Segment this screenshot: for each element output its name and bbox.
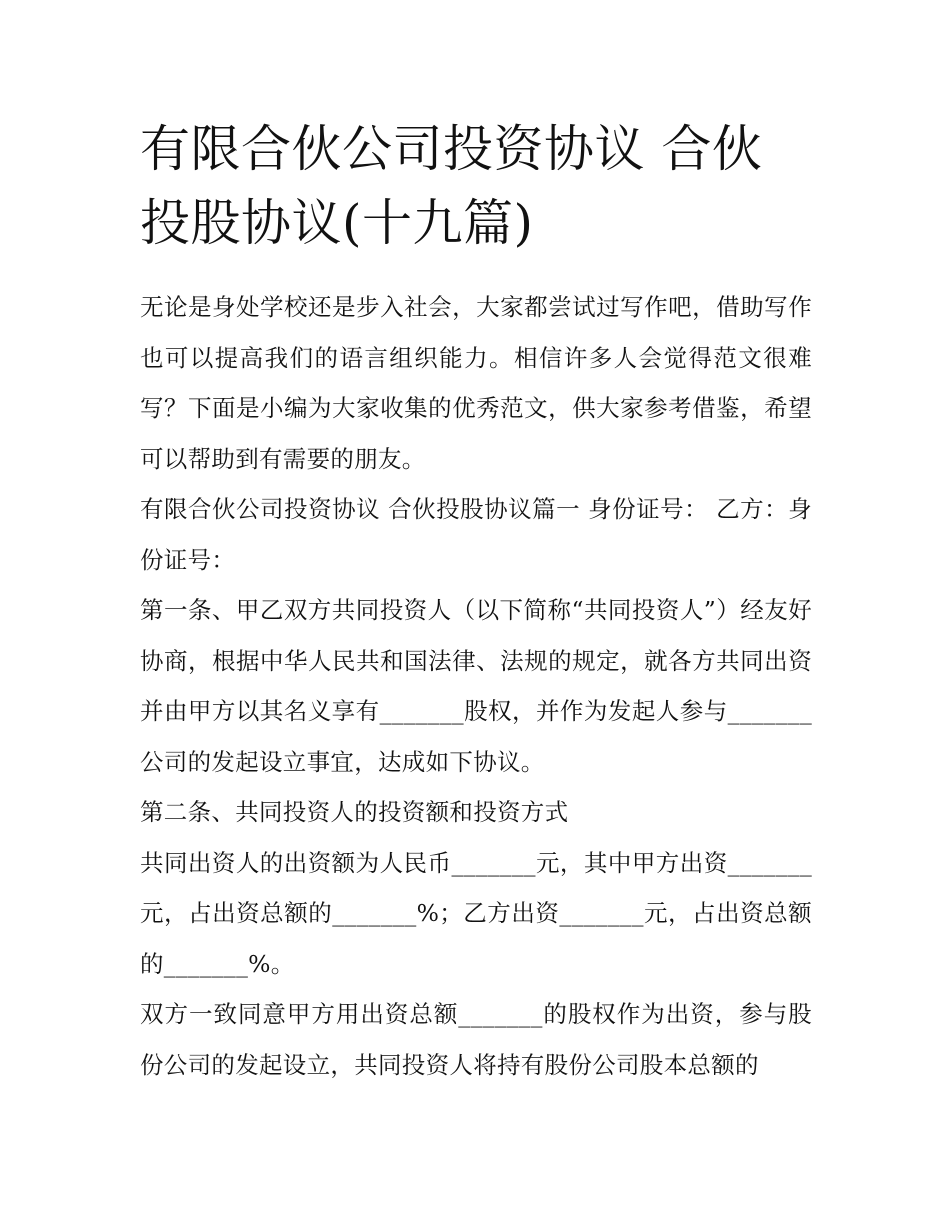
intro-paragraph: 无论是身处学校还是步入社会，大家都尝试过写作吧，借助写作也可以提高我们的语言组织能力。相信许多人会觉得范文很难写？下面是小编为大家收集的优秀范文，供大家参考借鉴，希望可以帮助到有需要的朋友。 bbox=[140, 293, 812, 473]
document-title: 有限合伙公司投资协议 合伙投股协议(十九篇) bbox=[140, 120, 763, 252]
party-info-paragraph: 有限合伙公司投资协议 合伙投股协议篇一 身份证号： 乙方：身份证号： bbox=[140, 495, 812, 574]
investment-amount-paragraph: 共同出资人的出资额为人民币_______元，其中甲方出资_______元，占出资总额的_______%；乙方出资_______元，占出资总额的_______%。 bbox=[140, 848, 812, 978]
equity-contribution-paragraph: 双方一致同意甲方用出资总额_______的股权作为出资，参与股份公司的发起设立，共同投资人将持有股份公司股本总额的 bbox=[140, 1000, 812, 1079]
article-one-paragraph: 第一条、甲乙双方共同投资人（以下简称“共同投资人”）经友好协商，根据中华人民共和国法律、法规的规定，就各方共同出资并由甲方以其名义享有_______股权，并作为发起人参与_______公司的发起设立事宜，达成如下协议。 bbox=[140, 596, 812, 776]
article-two-heading: 第二条、共同投资人的投资额和投资方式 bbox=[140, 798, 569, 826]
document-body bbox=[140, 112, 812, 1090]
